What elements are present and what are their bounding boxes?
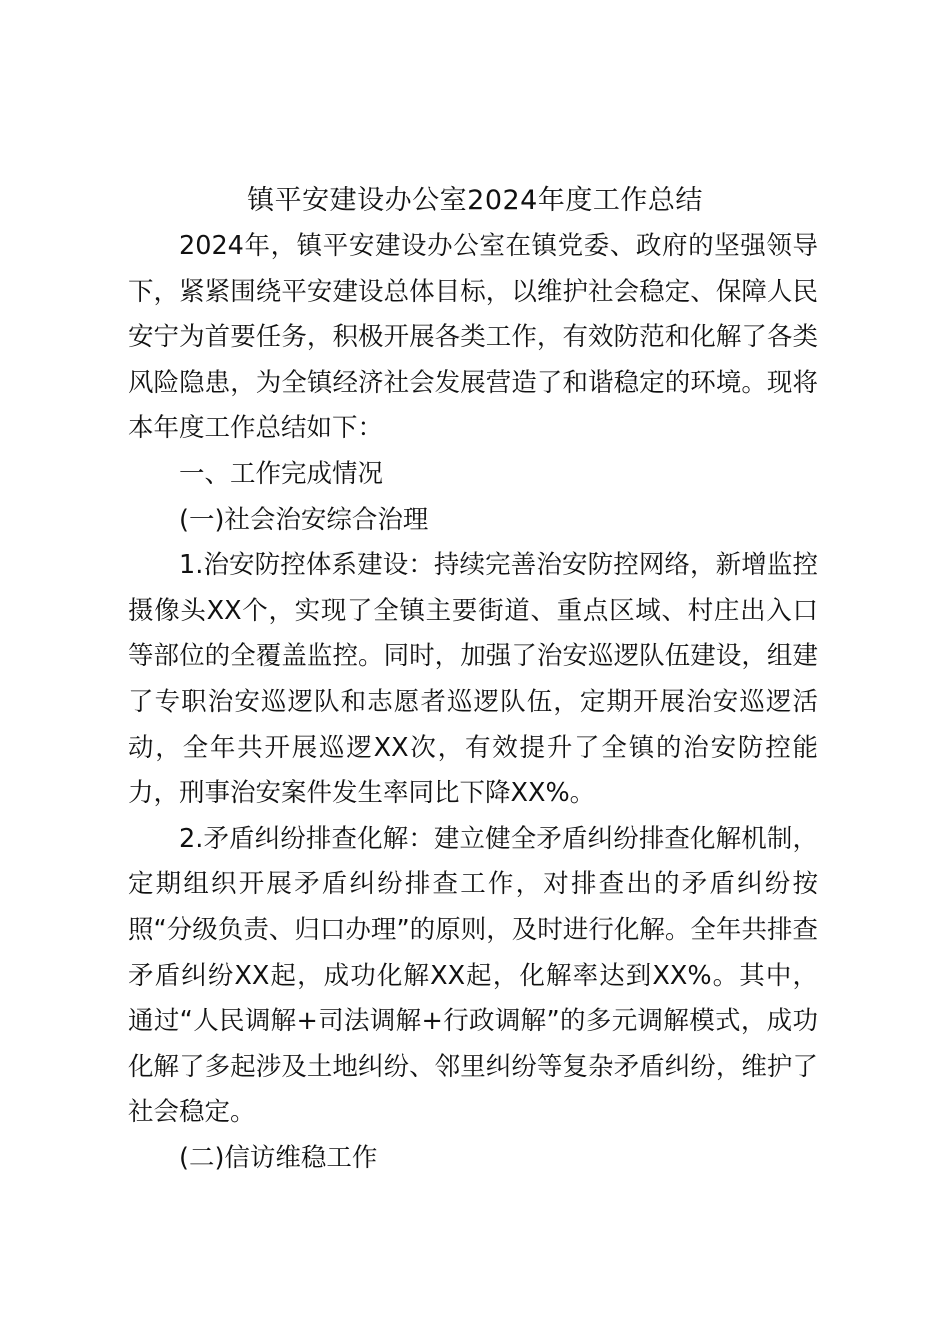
document-title: 镇平安建设办公室2024年度工作总结 <box>247 185 703 216</box>
subsection-heading-1: (一)社会治安综合治理 <box>179 504 429 535</box>
intro-paragraph: 2024年，镇平安建设办公室在镇党委、政府的坚强领导下，紧紧围绕平安建设总体目标，以维护社会稳定、保障人民安宁为首要任务，积极开展各类工作，有效防范和化解了各类风险隐患，为全镇经济社会发展营造了和谐稳定的环境。现将本年度工作总结如下： <box>128 231 818 444</box>
item-paragraph-2: 2.矛盾纠纷排查化解：建立健全矛盾纠纷排查化解机制，定期组织开展矛盾纠纷排查工作，对排查出的矛盾纠纷按照“分级负责、归口办理”的原则，及时进行化解。全年共排查矛盾纠纷XX起，成功化解XX起，化解率达到XX%。其中，通过“人民调解+司法调解+行政调解”的多元调解模式，成功化解了多起涉及土地纠纷、邻里纠纷等复杂矛盾纠纷，维护了社会稳定。 <box>128 823 818 1128</box>
item-paragraph-1: 1.治安防控体系建设：持续完善治安防控网络，新增监控摄像头XX个，实现了全镇主要街道、重点区域、村庄出入口等部位的全覆盖监控。同时，加强了治安巡逻队伍建设，组建了专职治安巡逻队和志愿者巡逻队伍，定期开展治安巡逻活动，全年共开展巡逻XX次，有效提升了全镇的治安防控能力，刑事治安案件发生率同比下降XX%。 <box>128 550 818 809</box>
section-heading-1: 一、工作完成情况 <box>179 458 384 489</box>
subsection-heading-2: (二)信访维稳工作 <box>179 1142 378 1173</box>
document-body <box>128 224 818 1181</box>
